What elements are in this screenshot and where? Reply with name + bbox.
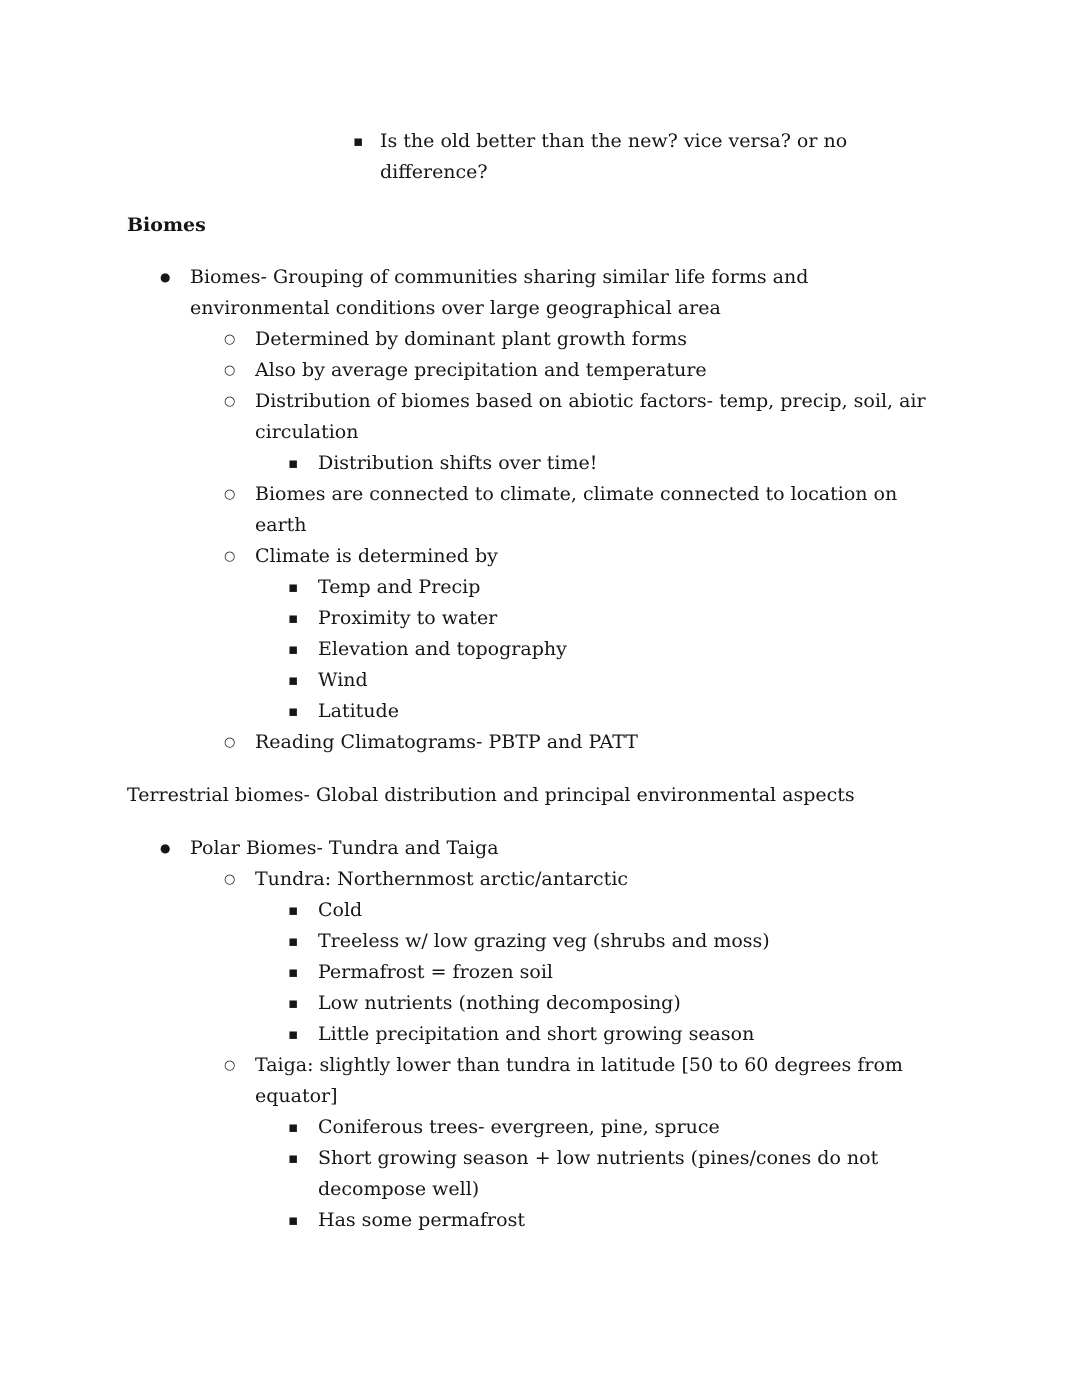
list-item-climate-determined: ○ Climate is determined by xyxy=(127,541,952,572)
list-item-climate-factor: ▪ Wind xyxy=(127,665,952,696)
list-item-climate-factor: ▪ Temp and Precip xyxy=(127,572,952,603)
list-item-climate-factor: ▪ Latitude xyxy=(127,696,952,727)
list-item-tundra-point: ▪ Little precipitation and short growing season xyxy=(127,1019,952,1050)
list-item-distribution: ○ Distribution of biomes based on abiotic factors- temp, precip, soil, air circulation xyxy=(127,386,952,448)
list-item-intro: ▪ Is the old better than the new? vice versa? or no difference? xyxy=(127,126,952,188)
terrestrial-heading: Terrestrial biomes- Global distribution and principal environmental aspects xyxy=(127,784,855,806)
list-item-determined: ○ Determined by dominant plant growth forms xyxy=(127,324,952,355)
list-item-tundra-title: ○ Tundra: Northernmost arctic/antarctic xyxy=(127,864,952,895)
list-item-connected: ○ Biomes are connected to climate, climate connected to location on earth xyxy=(127,479,952,541)
list-item-tundra-point: ▪ Treeless w/ low grazing veg (shrubs and moss) xyxy=(127,926,952,957)
list-item-polar-main: ● Polar Biomes- Tundra and Taiga xyxy=(127,833,952,864)
list-item-climatograms: ○ Reading Climatograms- PBTP and PATT xyxy=(127,727,952,758)
list-item-tundra-point: ▪ Permafrost = frozen soil xyxy=(127,957,952,988)
list-item-taiga-title: ○ Taiga: slightly lower than tundra in latitude [50 to 60 degrees from equator] xyxy=(127,1050,952,1112)
biomes-list xyxy=(127,262,952,758)
list-item-taiga-point: ▪ Coniferous trees- evergreen, pine, spruce xyxy=(127,1112,952,1143)
list-item-also-by: ○ Also by average precipitation and temperature xyxy=(127,355,952,386)
intro-list xyxy=(127,126,952,188)
polar-biomes-list xyxy=(127,833,952,1236)
list-item-taiga-point: ▪ Has some permafrost xyxy=(127,1205,952,1236)
list-item-climate-factor: ▪ Proximity to water xyxy=(127,603,952,634)
list-item-tundra-point: ▪ Low nutrients (nothing decomposing) xyxy=(127,988,952,1019)
list-item-climate-factor: ▪ Elevation and topography xyxy=(127,634,952,665)
section-heading-biomes: Biomes xyxy=(127,214,206,236)
list-item-taiga-point: ▪ Short growing season + low nutrients (pines/cones do not decompose well) xyxy=(127,1143,952,1205)
list-item-biomes-main: ● Biomes- Grouping of communities sharing similar life forms and environmental conditions over large geographical area xyxy=(127,262,952,324)
list-item-tundra-point: ▪ Cold xyxy=(127,895,952,926)
list-item-distribution-shift: ▪ Distribution shifts over time! xyxy=(127,448,952,479)
